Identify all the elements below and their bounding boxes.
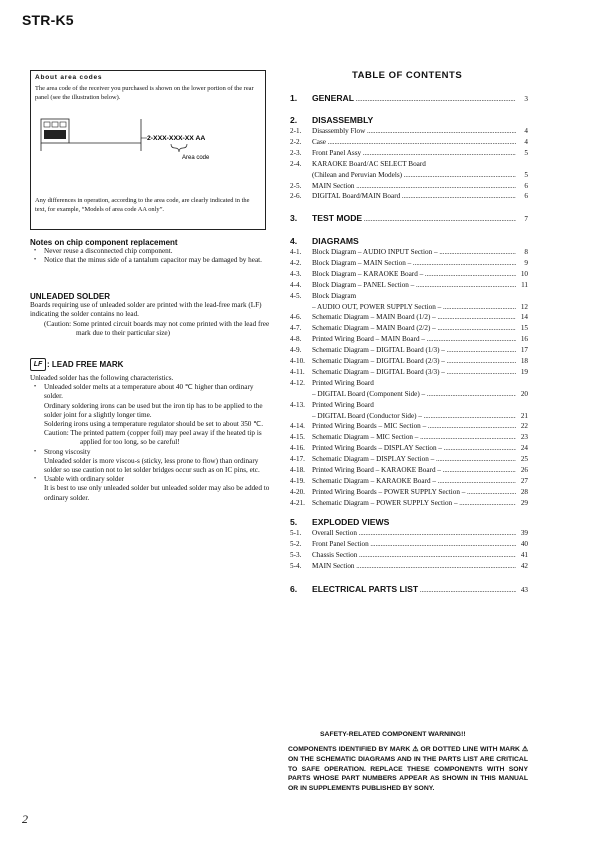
safety-warning-title: SAFETY-RELATED COMPONENT WARNING!! — [320, 731, 466, 738]
toc-title: TABLE OF CONTENTS — [352, 70, 463, 81]
toc-entry-page: 14 — [520, 313, 528, 322]
unleaded-solder-section — [30, 292, 270, 338]
toc-entry-title: Printed Wiring Board – KARAOKE Board – ..... — [312, 466, 516, 476]
lead-free-heading: : LEAD FREE MARK — [47, 359, 124, 369]
toc-entry-title: Schematic Diagram – DIGITAL Board (2/3) – ..... — [312, 357, 516, 367]
toc-entry-number: 4-21. — [290, 498, 305, 507]
lead-free-item: • Unleaded solder melts at a temperature about 40 ℃ higher than ordinary solder. — [34, 383, 254, 401]
toc-entry-title: Schematic Diagram – KARAOKE Board – ..... — [312, 477, 516, 487]
toc-entry-page: 27 — [520, 476, 528, 485]
toc-entry-number: 4-8. — [290, 335, 302, 344]
lead-free-item-detail: Soldering irons using a temperature regulator should be set to about 350 ℃. — [44, 420, 264, 429]
toc-entry-page: 19 — [520, 367, 528, 376]
toc-entry-page: 28 — [520, 487, 528, 496]
lead-free-item-caution: Caution: The printed pattern (copper foil) may peel away if the heated tip is applied for too long, so be careful! — [44, 429, 262, 447]
toc-entry-title: MAIN Section ..... — [312, 562, 516, 572]
unleaded-heading: UNLEADED SOLDER — [30, 292, 111, 301]
toc-entry-page: 20 — [520, 389, 528, 398]
toc-entry-page: 15 — [520, 324, 528, 333]
toc-entry-title: Schematic Diagram – MAIN Board (2/2) – ..... — [312, 324, 516, 334]
toc-entry-title: – DIGITAL Board (Component Side) – ..... — [312, 390, 516, 400]
toc-entry-page: 12 — [520, 302, 528, 311]
toc-entry-title: (Chilean and Peruvian Models) ..... — [312, 171, 516, 181]
toc-entry-number: 4-19. — [290, 476, 305, 485]
area-codes-title: About area codes — [35, 74, 103, 81]
lead-free-section — [30, 358, 270, 503]
area-codes-intro: The area code of the receiver you purchased is shown on the lower portion of the rear panel (see the illustration below). — [35, 85, 254, 101]
toc-entry-page: 26 — [520, 466, 528, 474]
toc-entry-page: 6 — [524, 181, 528, 190]
toc-entry-page: 40 — [520, 539, 528, 548]
bullet-icon: • — [34, 448, 37, 455]
toc-entry-number: 5-4. — [290, 561, 302, 570]
area-code-number: 2-XXX-XXX-XX AA — [147, 135, 206, 142]
toc-entry-page: 4 — [524, 127, 528, 135]
toc-entry-title: MAIN Section ..... — [312, 182, 516, 192]
toc-entry-title: DIGITAL Board/MAIN Board ..... — [312, 192, 516, 202]
toc-entry-number: 4-12. — [290, 378, 305, 387]
toc-entry-page: 5 — [524, 170, 528, 179]
page-number: 2 — [22, 812, 28, 826]
toc-entry-title: Printed Wiring Boards – DISPLAY Section – ..... — [312, 444, 516, 454]
toc-entry-number: 4-1. — [290, 248, 302, 256]
lead-free-heading-row — [30, 358, 270, 371]
unleaded-caution: (Caution: Some printed circuit boards may not come printed with the lead free mark due to their particular size) — [44, 319, 270, 337]
toc-entry-page: 5 — [524, 148, 528, 157]
bullet-icon: • — [34, 476, 37, 483]
toc-entry-title: Front Panel Assy ..... — [312, 149, 516, 159]
toc-entry-number: 2-3. — [290, 148, 302, 157]
toc-entry-title: Block Diagram – KARAOKE Board – ..... — [312, 270, 516, 280]
area-code-caption: Area code — [182, 155, 210, 161]
chip-notes — [30, 238, 270, 266]
toc-entry-number: 4-17. — [290, 455, 305, 464]
area-codes-box — [30, 70, 266, 230]
toc-entry-page: 9 — [524, 258, 528, 267]
toc-entry-title: Block Diagram — [312, 291, 357, 300]
toc-entry-number: 5-3. — [290, 550, 302, 559]
toc-entry-title: Printed Wiring Board — [312, 400, 374, 409]
toc-entry-title: Case ..... — [312, 138, 516, 148]
toc-entry-page: 41 — [520, 550, 528, 559]
toc-entry-title: Printed Wiring Board – MAIN Board – ..... — [312, 335, 516, 345]
toc-entry-number: 4-6. — [290, 313, 302, 322]
toc-entry-title: Schematic Diagram – MIC Section – ..... — [312, 433, 516, 443]
toc-entry-number: 4-20. — [290, 487, 305, 496]
toc-entry-number: 4-16. — [290, 444, 305, 453]
lead-free-item: • Usable with ordinary solder — [34, 475, 125, 484]
toc-entry-title: Front Panel Section ..... — [312, 540, 516, 550]
toc-entry-page: 16 — [520, 335, 528, 344]
toc-entry-number: 4-9. — [290, 346, 302, 355]
toc-entry-title: Printed Wiring Boards – POWER SUPPLY Section – ..... — [312, 488, 516, 498]
unleaded-body: Boards requiring use of unleaded solder are printed with the lead-free mark (LF) indicating the solder contains no lead. — [30, 301, 262, 319]
toc-entry-title: Printed Wiring Boards – MIC Section – ..... — [312, 422, 516, 432]
toc-entry-page: 4 — [524, 137, 528, 146]
toc-entry-title: Schematic Diagram – POWER SUPPLY Section – ..... — [312, 499, 516, 509]
toc-entry-title: Disassembly Flow ..... — [312, 127, 516, 137]
toc-entry-title: Chassis Section ..... — [312, 551, 516, 561]
lead-free-item-detail: Ordinary soldering irons can be used but the iron tip has to be applied to the solder joint for a slightly longer time. — [44, 401, 263, 419]
toc-entry-number: 4-5. — [290, 291, 302, 300]
toc-entry-number: 4-15. — [290, 433, 305, 442]
safety-warning-text: COMPONENTS IDENTIFIED BY MARK ⚠ OR DOTTED LINE WITH MARK ⚠ ON THE SCHEMATIC DIAGRAMS AND IN THE PARTS LIST ARE CRITICAL TO SAFE OPERATION. REPLACE THESE COMPONENTS WITH SONY PARTS WHOSE PART NUMBERS APPEAR AS SHOWN IN THIS MANUAL OR IN SUPPLEMENTS PUBLISHED BY SONY. — [288, 746, 528, 793]
toc-entry-number: 4-7. — [290, 324, 302, 333]
toc-entry-title: Overall Section ..... — [312, 529, 516, 539]
toc-entry-page: 23 — [520, 433, 528, 442]
toc-entry-title: Schematic Diagram – DISPLAY Section – ..... — [312, 455, 516, 465]
toc-entry-page: 22 — [520, 422, 528, 431]
toc-entry-number: 2-1. — [290, 127, 302, 135]
chip-note-item: • Never reuse a disconnected chip component. — [34, 247, 173, 256]
area-codes-note: Any differences in operation, according to the area code, are clearly indicated in the text, for example, “Models of area code AA only”. — [35, 197, 250, 213]
chip-notes-heading: Notes on chip component replacement — [30, 238, 178, 247]
toc-entry-page: 17 — [520, 346, 528, 355]
lead-free-item: • Strong viscosity — [34, 447, 91, 456]
toc-entry-number: 4-10. — [290, 357, 305, 365]
toc-entry-number: 4-2. — [290, 258, 302, 267]
toc-entry-title: Printed Wiring Board — [312, 378, 374, 387]
toc-entry-page: 8 — [524, 248, 528, 256]
lead-free-mark-icon: LF — [30, 358, 46, 371]
toc-entry-number: 5-1. — [290, 529, 302, 537]
chip-note-item: • Notice that the minus side of a tantalum capacitor may be damaged by heat. — [34, 256, 262, 265]
toc-entry-number: 4-13. — [290, 400, 305, 409]
lead-free-item-detail: Unleaded solder is more viscou-s (sticky, less prone to flow) than ordinary solder so use caution not to let solder bridges occur such as on IC pins, etc. — [44, 456, 260, 475]
toc-entry-number: 4-11. — [290, 367, 305, 376]
toc-entry-title: Schematic Diagram – MAIN Board (1/2) – ..... — [312, 313, 516, 323]
toc-entry-page: 24 — [520, 444, 528, 453]
toc-entry-number: 2-6. — [290, 192, 302, 201]
bullet-icon: • — [34, 384, 37, 391]
toc-entry-page: 25 — [520, 455, 528, 464]
model-title: STR-K5 — [22, 12, 74, 28]
toc-entry-page: 42 — [520, 561, 528, 570]
toc-entry-title: – DIGITAL Board (Conductor Side) – ..... — [312, 412, 516, 422]
toc-entry-page: 18 — [520, 357, 528, 365]
toc-entry-title: KARAOKE Board/AC SELECT Board — [312, 159, 426, 168]
toc-entry-number: 4-4. — [290, 280, 302, 289]
bullet-icon: • — [34, 257, 37, 264]
toc-entry-page: 21 — [520, 411, 528, 420]
lead-free-intro: Unleaded solder has the following characteristics. — [30, 374, 174, 382]
bullet-icon: • — [34, 248, 37, 255]
lead-free-item-detail: It is best to use only unleaded solder but unleaded solder may also be added to ordinary solder. — [44, 484, 270, 502]
toc-entry-number: 2-5. — [290, 181, 302, 190]
toc-entry-title: Block Diagram – MAIN Section – ..... — [312, 259, 516, 269]
toc-entry-number: 2-4. — [290, 159, 302, 168]
toc-entry-page: 29 — [520, 498, 528, 507]
toc-entry-number: 4-18. — [290, 466, 305, 474]
toc-entry-page: 11 — [521, 280, 528, 289]
toc-entry-number: 5-2. — [290, 539, 302, 548]
toc-entry-number: 4-3. — [290, 269, 302, 278]
toc-entry-title: – AUDIO OUT, POWER SUPPLY Section – ..... — [312, 303, 516, 313]
toc-entry-title: Block Diagram – AUDIO INPUT Section – ..... — [312, 248, 516, 258]
toc-entry-title: Block Diagram – PANEL Section – ..... — [312, 281, 516, 291]
toc-entry-title: Schematic Diagram – DIGITAL Board (1/3) – ..... — [312, 346, 516, 356]
toc-entry-page: 10 — [520, 269, 528, 278]
toc-entry-title: Schematic Diagram – DIGITAL Board (3/3) – ..... — [312, 368, 516, 378]
toc-entry-number: 4-14. — [290, 422, 305, 431]
toc-entry-page: 39 — [520, 529, 528, 537]
toc-entry-number: 2-2. — [290, 137, 302, 146]
toc-entry-page: 6 — [524, 192, 528, 201]
